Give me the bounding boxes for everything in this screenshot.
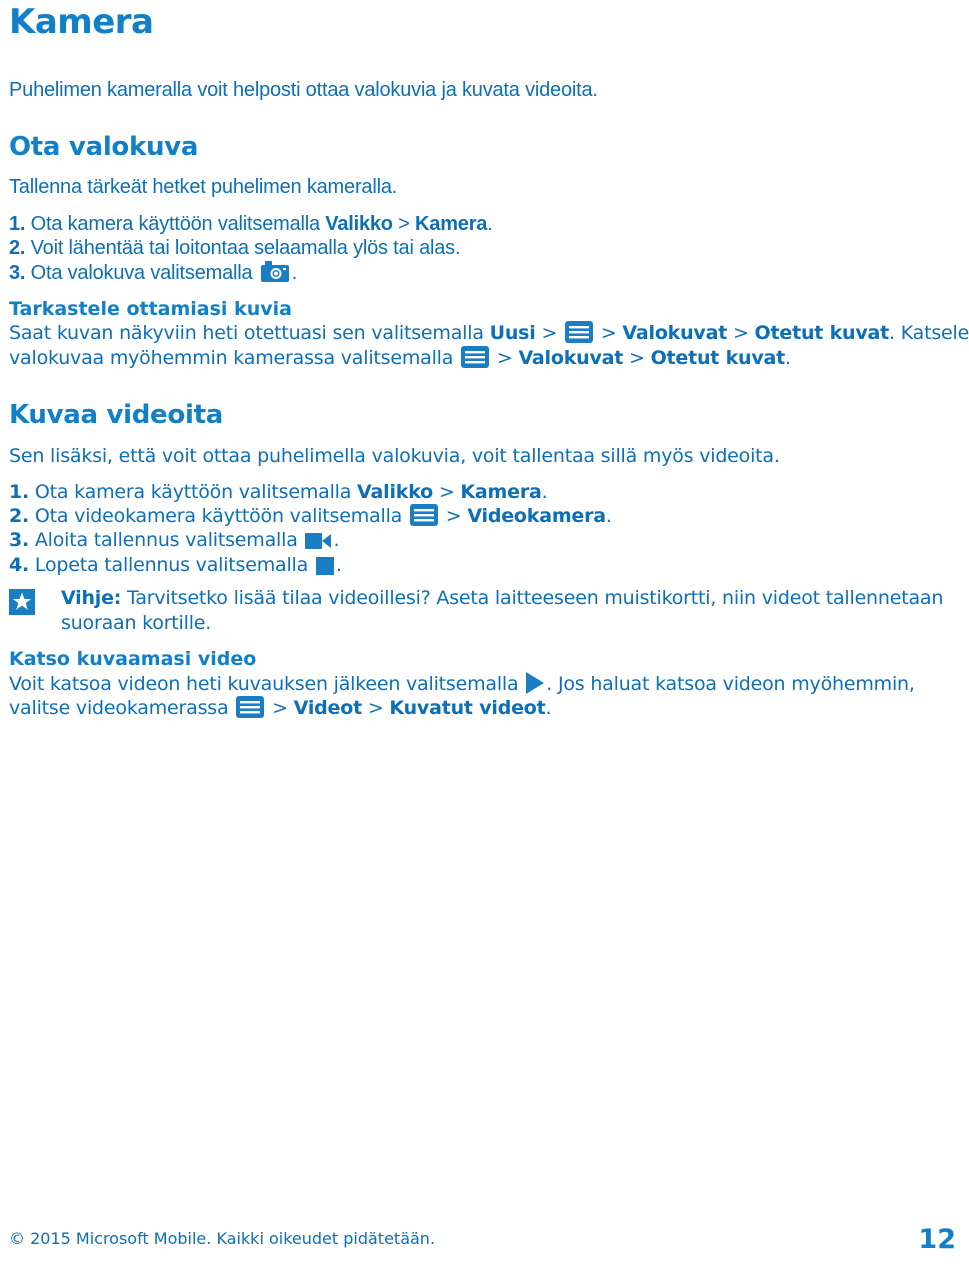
menu-path-otetut-kuvat: Otetut kuvat <box>754 322 890 344</box>
body-text: Saat kuvan näkyviin heti otettuasi sen valitsemalla <box>9 322 490 344</box>
menu-path-valokuvat: Valokuvat <box>622 322 728 344</box>
page-title: Kamera <box>9 2 154 42</box>
tip-body: Tarvitsetko lisää tilaa videoillesi? Aseta laitteeseen muistikortti, niin videot tallennetaan suoraan kortille. <box>61 587 944 634</box>
photo-step-3 <box>9 261 297 290</box>
menu-path-valikko: Valikko <box>357 481 433 503</box>
path-separator: > <box>266 697 294 719</box>
menu-icon <box>461 346 489 375</box>
punctuation: . <box>541 481 548 503</box>
photo-step-2 <box>9 236 460 261</box>
body-text: valokuvaa myöhemmin kamerassa valitsemalla <box>9 347 460 369</box>
menu-path-uusi: Uusi <box>489 322 536 344</box>
video-step-1 <box>9 480 547 505</box>
step-number: 3. <box>9 262 26 284</box>
step-text: Aloita tallennus valitsemalla <box>29 529 304 551</box>
tip-label: Vihje: <box>61 587 122 609</box>
watch-video-line-2 <box>9 696 551 725</box>
body-text: . Katsele <box>889 322 969 344</box>
path-separator: > <box>392 213 416 235</box>
section-heading-photo: Ota valokuva <box>9 132 199 162</box>
intro-text: Puhelimen kameralla voit helposti ottaa valokuvia ja kuvata videoita. <box>9 79 598 101</box>
punctuation: . <box>545 697 552 719</box>
menu-path-valikko: Valikko <box>325 213 393 235</box>
view-photos-line-2 <box>9 346 791 375</box>
path-separator: > <box>727 322 755 344</box>
step-number: 4. <box>9 554 30 576</box>
section-lead-photo: Tallenna tärkeät hetket puhelimen kameralla. <box>9 176 398 198</box>
step-text: Ota kamera käyttöön valitsemalla <box>29 481 358 503</box>
punctuation: . <box>785 347 791 369</box>
path-separator: > <box>361 697 390 719</box>
menu-path-valokuvat: Valokuvat <box>518 347 624 369</box>
menu-path-videokamera: Videokamera <box>467 505 606 527</box>
video-step-4 <box>9 553 342 582</box>
body-text: Voit katsoa videon heti kuvauksen jälkeen valitsemalla <box>9 673 525 695</box>
subheading-watch-video: Katso kuvaamasi video <box>9 648 257 670</box>
path-separator: > <box>491 347 519 369</box>
photo-step-1 <box>9 212 493 237</box>
stop-icon <box>316 557 334 582</box>
menu-icon <box>236 696 264 725</box>
body-text: . Jos haluat katsoa videon myöhemmin, <box>546 673 915 695</box>
punctuation: . <box>291 262 298 284</box>
path-separator: > <box>535 322 564 344</box>
step-number: 2. <box>9 505 30 527</box>
path-separator: > <box>439 505 468 527</box>
section-heading-video: Kuvaa videoita <box>9 400 223 430</box>
punctuation: . <box>333 529 340 551</box>
path-separator: > <box>623 347 651 369</box>
star-icon <box>9 589 35 619</box>
punctuation: . <box>487 213 493 235</box>
menu-icon <box>410 504 438 533</box>
step-text: Ota valokuva valitsemalla <box>25 262 258 284</box>
step-text: Ota videokamera käyttöön valitsemalla <box>29 505 408 527</box>
path-separator: > <box>595 322 623 344</box>
menu-path-kamera: Kamera <box>415 213 488 235</box>
section-lead-video: Sen lisäksi, että voit ottaa puhelimella valokuvia, voit tallentaa sillä myös videoita. <box>9 445 780 467</box>
punctuation: . <box>605 505 612 527</box>
menu-path-kuvatut-videot: Kuvatut videot <box>389 697 546 719</box>
step-number: 1. <box>9 481 30 503</box>
tip-text <box>61 586 956 635</box>
body-text: valitse videokamerassa <box>9 697 235 719</box>
camera-icon <box>260 261 290 290</box>
page-number: 12 <box>918 1224 956 1255</box>
subheading-view-photos: Tarkastele ottamiasi kuvia <box>9 298 292 320</box>
menu-path-otetut-kuvat: Otetut kuvat <box>650 347 786 369</box>
step-text: Ota kamera käyttöön valitsemalla <box>25 213 326 235</box>
path-separator: > <box>432 481 461 503</box>
punctuation: . <box>335 554 342 576</box>
step-text: Voit lähentää tai loitontaa selaamalla ylös tai alas. <box>25 237 461 259</box>
step-text: Lopeta tallennus valitsemalla <box>29 554 314 576</box>
menu-path-kamera: Kamera <box>460 481 542 503</box>
copyright-footer: © 2015 Microsoft Mobile. Kaikki oikeudet pidätetään. <box>9 1229 436 1248</box>
step-number: 2. <box>9 237 26 259</box>
menu-path-videot: Videot <box>293 697 362 719</box>
step-number: 3. <box>9 529 30 551</box>
step-number: 1. <box>9 213 26 235</box>
